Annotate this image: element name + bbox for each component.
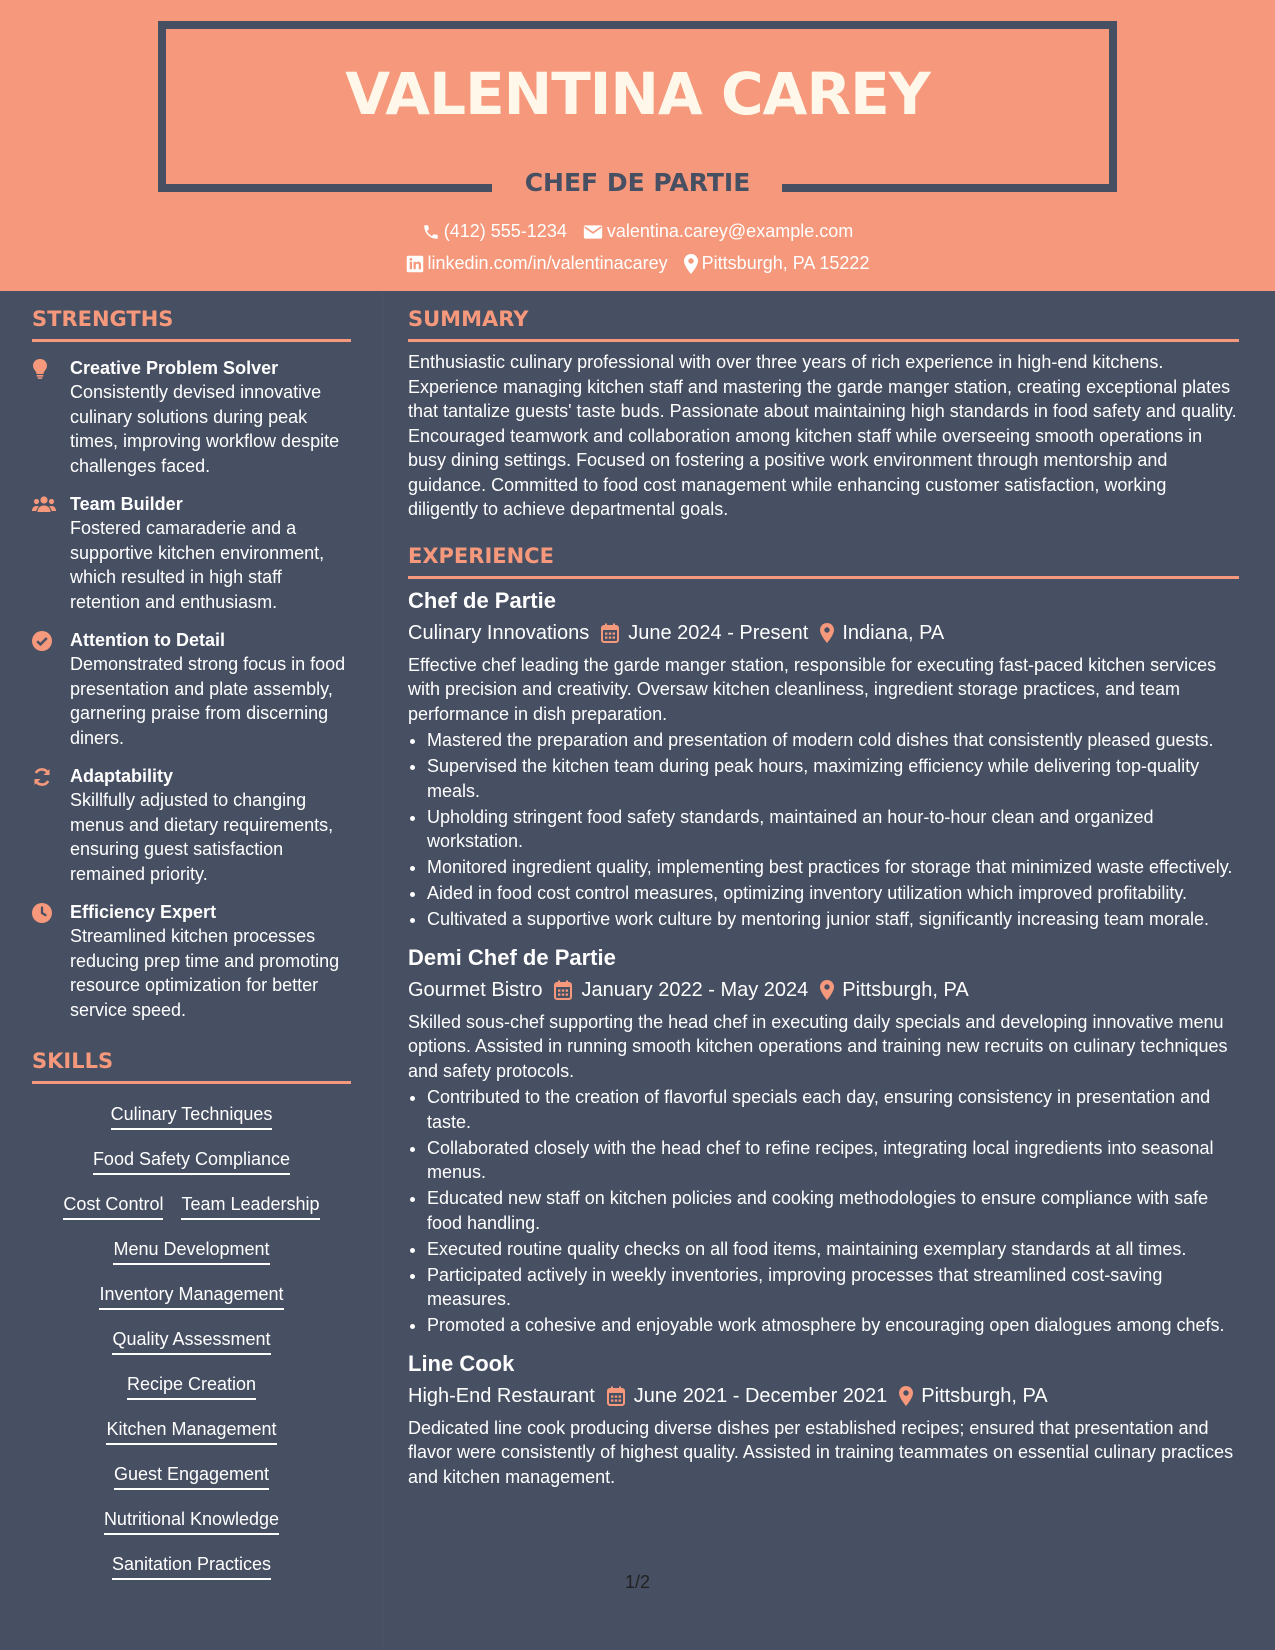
job-bullet: • Educated new staff on kitchen policies and cooking methodologies to ensure compliance with safe food handling. — [427, 1186, 1239, 1235]
strength-title: Attention to Detail — [70, 630, 225, 650]
contact-linkedin[interactable] — [406, 253, 668, 274]
skill-tag: Team Leadership — [181, 1192, 319, 1220]
strength-description: Fostered camaraderie and a supportive kitchen environment, which resulted in high staff retention and enthusiasm. — [70, 518, 325, 612]
skill-tag: Nutritional Knowledge — [104, 1507, 279, 1535]
clock-icon — [32, 903, 52, 923]
job-company: Culinary Innovations — [408, 621, 590, 644]
job-location: Pittsburgh, PA — [842, 978, 969, 1001]
job-dates: June 2024 - Present — [628, 621, 809, 644]
map-pin-icon — [684, 254, 698, 274]
phone-icon — [422, 223, 440, 241]
job-bullet: • Participated actively in weekly inventories, improving processes that streamlined cost-saving measures. — [427, 1263, 1239, 1312]
strength-item — [32, 628, 351, 750]
job-description: Dedicated line cook producing diverse dishes per established recipes; ensured that presentation and flavor were consistently of highest quality. Assisted in training teammates on essential culinary practices and kitchen management. — [408, 1417, 1234, 1487]
job-company: Gourmet Bistro — [408, 978, 543, 1001]
check-circle-icon — [32, 631, 52, 651]
job-bullet: • Promoted a cohesive and enjoyable work atmosphere by encouraging open dialogues among chefs. — [427, 1313, 1239, 1338]
email-text: valentina.carey@example.com — [606, 221, 854, 241]
job-bullet: • Mastered the preparation and presentation of modern cold dishes that consistently pleased guests. — [427, 728, 1239, 753]
refresh-icon — [32, 767, 52, 787]
skill-tag: Quality Assessment — [112, 1327, 270, 1355]
job-bullet: • Contributed to the creation of flavorful specials each day, ensuring consistency in presentation and taste. — [427, 1085, 1239, 1134]
skill-tag: Sanitation Practices — [112, 1552, 271, 1580]
job-description: Effective chef leading the garde manger station, responsible for executing fast-paced kitchen services with precision and creativity. Oversaw kitchen cleanliness, ingredient storage practices, and team performance in dish preparation. — [408, 654, 1217, 724]
summary-text: Enthusiastic culinary professional with over three years of rich experience in high-end kitchens. Experience managing kitchen staff and mastering the garde manger station, creating exceptional plates that tantalize guests' taste buds. Passionate about maintaining high standards in food safety and quality. Encouraged teamwork and collaboration among kitchen staff while overseeing smooth operations in busy dining settings. Focused on fostering a positive work environment through mentorship and guidance. Committed to food cost management while enhancing customer satisfaction, working diligently to achieve departmental goals. — [408, 352, 1237, 519]
job-bullet: • Upholding stringent food safety standards, maintained an hour-to-hour clean and organized workstation. — [427, 805, 1239, 854]
linkedin-text: linkedin.com/in/valentinacarey — [427, 253, 668, 273]
strength-description: Streamlined kitchen processes reducing prep time and promoting resource optimization for better service speed. — [70, 926, 340, 1020]
skill-tag: Kitchen Management — [106, 1417, 276, 1445]
strengths-heading: STRENGTHS — [32, 305, 351, 342]
strength-description: Demonstrated strong focus in food presentation and plate assembly, garnering praise from discerning diners. — [70, 654, 346, 748]
page-number: 1/2 — [624, 1572, 651, 1592]
map-pin-icon — [899, 1386, 913, 1406]
resume-header — [0, 0, 1275, 291]
job-company: High-End Restaurant — [408, 1384, 595, 1407]
location-text: Pittsburgh, PA 15222 — [701, 253, 870, 273]
job-entry — [408, 1350, 1239, 1490]
job-dates: January 2022 - May 2024 — [581, 978, 809, 1001]
left-column — [32, 305, 351, 1597]
job-bullet: • Collaborated closely with the head chef to refine recipes, integrating local ingredients into seasonal menus. — [427, 1136, 1239, 1185]
skills-heading: SKILLS — [32, 1047, 351, 1084]
candidate-name: VALENTINA CAREY — [345, 60, 930, 128]
calendar-icon — [607, 1386, 625, 1406]
right-column — [408, 305, 1239, 1489]
strength-description: Consistently devised innovative culinary solutions during peak times, improving workflow despite challenges faced. — [70, 382, 340, 476]
skill-tag: Guest Engagement — [114, 1462, 269, 1490]
calendar-icon — [554, 980, 572, 1000]
job-meta — [408, 1382, 1239, 1410]
job-bullet: • Executed routine quality checks on all food items, maintaining exemplary standards at all times. — [427, 1237, 1239, 1262]
contact-row-1 — [0, 221, 1275, 242]
contact-email[interactable] — [583, 221, 853, 242]
strength-description: Skillfully adjusted to changing menus and dietary requirements, ensuring guest satisfaction remained priority. — [70, 790, 334, 884]
candidate-title: CHEF DE PARTIE — [524, 168, 751, 197]
skills-list — [32, 1102, 351, 1597]
job-title: Demi Chef de Partie — [408, 944, 616, 970]
contact-row-2 — [0, 253, 1275, 274]
job-dates: June 2021 - December 2021 — [633, 1384, 888, 1407]
skill-tag: Menu Development — [113, 1237, 269, 1265]
phone-text: (412) 555-1234 — [443, 221, 567, 241]
job-bullet: • Cultivated a supportive work culture by mentoring junior staff, significantly increasing team morale. — [427, 907, 1239, 932]
skill-tag: Culinary Techniques — [111, 1102, 273, 1130]
calendar-icon — [601, 623, 619, 643]
job-bullet: • Monitored ingredient quality, implementing best practices for storage that minimized waste effectively. — [427, 855, 1239, 880]
job-meta — [408, 619, 1239, 647]
strength-title: Creative Problem Solver — [70, 358, 279, 378]
strength-title: Efficiency Expert — [70, 902, 217, 922]
experience-heading: EXPERIENCE — [408, 542, 1239, 579]
map-pin-icon — [820, 623, 834, 643]
linkedin-icon — [406, 255, 424, 273]
job-title: Line Cook — [408, 1350, 515, 1376]
job-bullets — [408, 728, 1239, 932]
job-entry — [408, 944, 1239, 1338]
job-bullets — [408, 1085, 1239, 1338]
map-pin-icon — [820, 980, 834, 1000]
job-bullet: • Supervised the kitchen team during peak hours, maximizing efficiency while delivering top-quality meals. — [427, 754, 1239, 803]
strength-item — [32, 764, 351, 886]
contact-phone[interactable] — [422, 221, 567, 242]
users-icon — [32, 495, 56, 513]
job-title: Chef de Partie — [408, 587, 556, 613]
strength-item — [32, 492, 351, 614]
lightbulb-icon — [32, 359, 48, 379]
skill-tag: Inventory Management — [99, 1282, 283, 1310]
job-entry — [408, 587, 1239, 932]
job-location: Pittsburgh, PA — [921, 1384, 1048, 1407]
strength-item — [32, 356, 351, 478]
contact-location — [684, 253, 870, 274]
job-description: Skilled sous-chef supporting the head chef in executing daily specials and developing innovative menu options. Assisted in running smooth kitchen operations and training new recruits on culinary techniques and safety protocols. — [408, 1011, 1228, 1081]
skill-tag: Cost Control — [63, 1192, 163, 1220]
job-meta — [408, 976, 1239, 1004]
envelope-icon — [583, 224, 603, 240]
job-bullet: • Aided in food cost control measures, optimizing inventory utilization which improved profitability. — [427, 881, 1239, 906]
summary-heading: SUMMARY — [408, 305, 1239, 342]
skill-tag: Food Safety Compliance — [93, 1147, 290, 1175]
strength-item — [32, 900, 351, 1022]
skill-tag: Recipe Creation — [127, 1372, 256, 1400]
job-location: Indiana, PA — [842, 621, 945, 644]
strength-title: Adaptability — [70, 766, 174, 786]
strength-title: Team Builder — [70, 494, 183, 514]
